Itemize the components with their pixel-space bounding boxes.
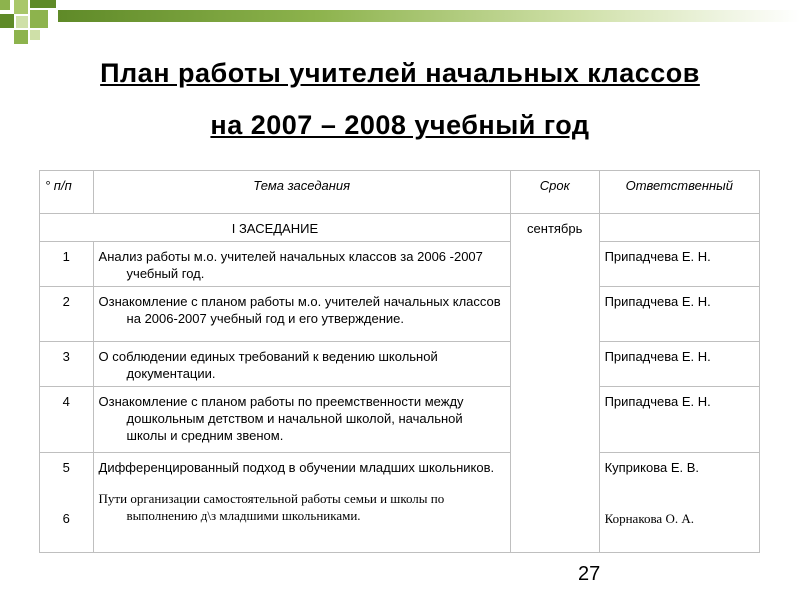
row-theme: Анализ работы м.о. учителей начальных классов за 2006 -2007 учебный год. <box>98 249 483 281</box>
row-responsible: Припадчева Е. Н. <box>599 387 759 453</box>
row-responsible: Корнакова О. А. <box>604 511 694 526</box>
row-num: 4 <box>40 387 94 453</box>
row-num: 2 <box>40 287 94 342</box>
row-responsible: Припадчева Е. Н. <box>599 287 759 342</box>
session-label: I ЗАСЕДАНИЕ <box>40 214 511 242</box>
header-term: Срок <box>510 171 599 214</box>
row-theme: Дифференцированный подход в обучении младших школьников. <box>98 460 495 475</box>
header-theme: Тема заседания <box>93 171 510 214</box>
row-responsible: Припадчева Е. Н. <box>599 342 759 387</box>
row-theme: Ознакомление с планом работы по преемственности между дошкольным детством и начальной школой, начальной школы и средним звеном. <box>98 394 464 443</box>
page-number: 27 <box>578 563 601 585</box>
decorative-square <box>14 0 28 14</box>
session-empty-cell <box>599 214 759 242</box>
decorative-square <box>30 30 40 40</box>
table-row <box>40 453 760 553</box>
page-subtitle: на 2007 – 2008 учебный год <box>210 110 590 140</box>
row-theme: О соблюдении единых требований к ведению школьной документации. <box>98 349 438 381</box>
row-num: 1 <box>40 242 94 287</box>
header-responsible: Ответственный <box>599 171 759 214</box>
session-row <box>40 214 760 242</box>
session-term: сентябрь <box>510 214 599 553</box>
decorative-square <box>30 10 48 28</box>
row-num: 6 <box>62 511 70 526</box>
row-responsible: Припадчева Е. Н. <box>599 242 759 287</box>
table-row <box>40 287 760 342</box>
gradient-stripe <box>58 10 800 22</box>
row-theme: Пути организации самостоятельной работы семьи и школы по выполнению д\з младшими школьниками. <box>98 491 445 523</box>
decorative-square <box>0 14 14 28</box>
table-row <box>40 342 760 387</box>
decorative-square <box>16 16 28 28</box>
row-num: 3 <box>40 342 94 387</box>
plan-table <box>39 170 760 553</box>
decorative-square <box>14 30 28 44</box>
decorative-square <box>0 0 10 10</box>
table-row <box>40 242 760 287</box>
row-responsible: Куприкова Е. В. <box>604 460 700 475</box>
table-row <box>40 387 760 453</box>
decorative-header-bar <box>0 0 800 48</box>
decorative-square <box>30 0 56 8</box>
row-num: 5 <box>62 460 70 475</box>
row-theme: Ознакомление с планом работы м.о. учителей начальных классов на 2006-2007 учебный год и его утверждение. <box>98 294 501 326</box>
table-header-row <box>40 171 760 214</box>
page-title: План работы учителей начальных классов <box>100 58 700 88</box>
header-num: ° п/п <box>40 171 94 214</box>
